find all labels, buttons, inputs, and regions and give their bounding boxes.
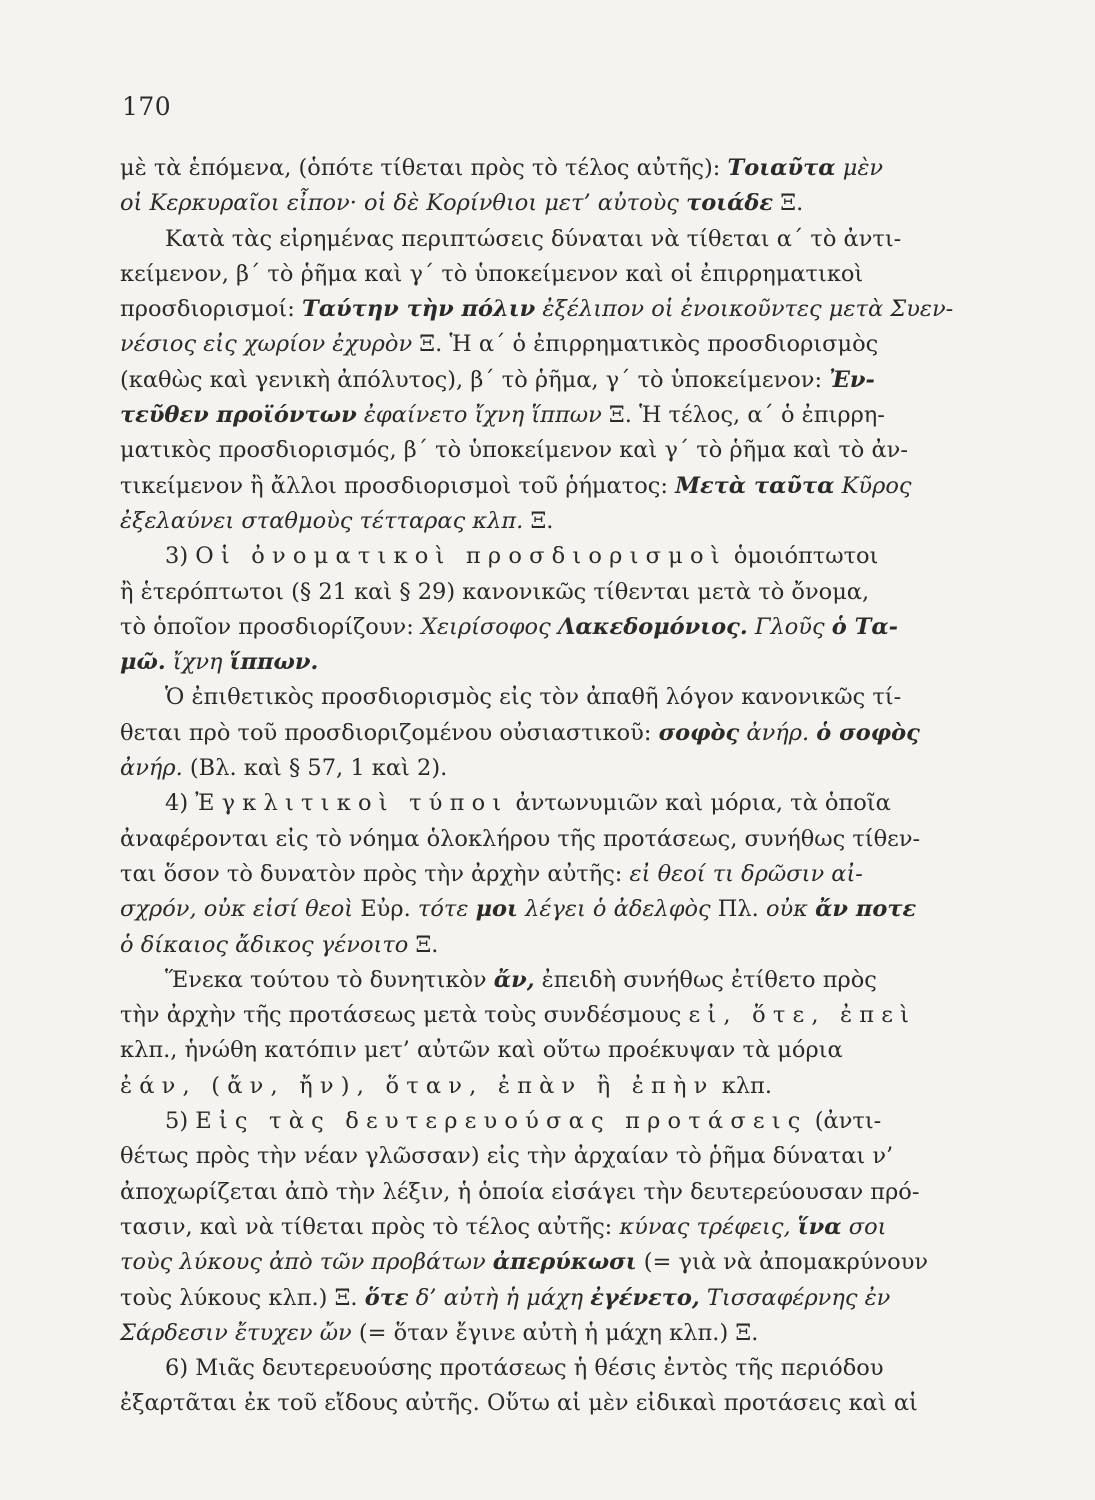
text-line [120, 469, 975, 504]
text-segment: ἄν ποτε [815, 896, 917, 923]
text-segment: σοφὸς [658, 719, 740, 746]
text-segment: ἀντωνυμιῶν καὶ μόρια, τὰ ὁποῖα [508, 790, 891, 817]
text-line [120, 610, 975, 645]
text-line [120, 1316, 975, 1351]
text-segment: τοιάδε [686, 190, 774, 217]
text-line [120, 1175, 975, 1210]
text-segment: οἱ Κερκυραῖοι εἶπον· οἱ δὲ Κορίνθιοι μετ’ αὐτοὺς [120, 190, 687, 217]
text-segment: (ἀντι- [807, 1108, 882, 1135]
text-segment: ἐάν, (ἄν, ἤν), ὅταν, ἐπὰν ἢ ἐπὴν [120, 1072, 715, 1099]
text-segment: ἀπερύκωσι [492, 1249, 637, 1276]
text-body [120, 151, 975, 1422]
text-line [120, 398, 975, 433]
text-segment: λέγει ὁ ἀδελφὸς [517, 896, 711, 923]
text-segment: Ἐν- [829, 366, 875, 393]
text-segment: κύνας τρέφεις, [619, 1213, 798, 1240]
text-segment: Ταύτην τὴν πόλιν [301, 296, 536, 323]
text-line [120, 1386, 975, 1421]
text-segment: προσδιορισμοί: [120, 296, 302, 323]
text-segment: ἐγένετο, [590, 1284, 700, 1311]
text-segment: 5) [120, 1108, 196, 1135]
text-segment: Ξ. [408, 931, 439, 958]
text-segment: ἐπειδὴ συνήθως ἐτίθετο πρὸς [534, 966, 877, 993]
text-line [120, 186, 975, 221]
text-segment: τοὺς λύκους ἀπὸ τῶν προβάτων [120, 1249, 493, 1276]
text-line [120, 998, 975, 1033]
text-segment: Ξ. Ἡ α΄ ὁ ἐπιρρηματικὸς προσδιορισμὸς [412, 331, 879, 358]
text-segment: Ξ. Ἡ τέλος, α΄ ὁ ἐπιρρη- [601, 402, 885, 429]
text-segment: ἐξέλιπον οἱ [535, 296, 681, 323]
text-line [120, 857, 975, 892]
text-line [120, 504, 975, 539]
text-line [120, 1245, 975, 1280]
text-segment: τὸ ὁποῖον προσδιορίζουν: [120, 613, 421, 640]
text-line [120, 1351, 975, 1386]
text-line [120, 716, 975, 751]
text-segment: ἀνήρ. [120, 755, 183, 782]
text-segment: ἐξελαύνει σταθμοὺς τέτταρας κλπ. [120, 507, 524, 534]
text-segment: Ξ. [523, 507, 554, 534]
text-segment: ἵππων. [229, 649, 319, 676]
text-line [120, 786, 975, 821]
text-segment: (= γιὰ νὰ ἀπομακρύνουν [636, 1249, 929, 1276]
text-segment: Ὁ ἐπιθετικὸς προσδιορισμὸς εἰς τὸν ἀπαθῆ λόγον κανονικῶς τί- [120, 684, 902, 711]
text-segment: κλπ. [714, 1072, 772, 1099]
text-segment: (καθὼς καὶ γενικὴ ἀπόλυτος), β΄ τὸ ῥῆμα, γ΄ τὸ ὑποκείμενον: [120, 366, 830, 393]
text-line [120, 363, 975, 398]
text-line [120, 222, 975, 257]
text-segment: Μετὰ ταῦτα [675, 472, 835, 499]
text-segment: μὲν [835, 155, 884, 181]
text-segment: ὁ Τα- [831, 613, 898, 640]
text-line [120, 1069, 975, 1104]
text-segment: ματικὸς προσδιορισμός, β΄ τὸ ὑποκείμενον καὶ γ΄ τὸ ῥῆμα καὶ τὸ ἀν- [120, 437, 908, 464]
text-segment: Κατὰ τὰς εἰρημένας περιπτώσεις δύναται νὰ τίθεται α΄ τὸ ἀντι- [120, 225, 902, 252]
text-segment: εἰ, ὅτε, ἐπεὶ [688, 1002, 917, 1029]
text-line [120, 1281, 975, 1316]
text-line [120, 433, 975, 468]
text-segment: Κῦρος [834, 472, 912, 499]
text-line [120, 680, 975, 715]
text-segment: Ξ. [773, 190, 804, 217]
text-segment: 4) [120, 790, 196, 817]
text-segment: 6) Μιᾶς δευτερευούσης προτάσεως ἡ θέσις ἐντὸς τῆς περιόδου [120, 1355, 884, 1382]
text-segment: ἀνήρ. [739, 719, 817, 746]
text-segment: εἰ θεοί τι δρῶσιν αἰ- [629, 860, 863, 887]
text-segment: τικείμενον ἢ ἄλλοι προσδιορισμοὶ τοῦ ῥήματος: [120, 472, 676, 499]
text-segment: θεται πρὸ τοῦ προσδιοριζομένου οὐσιαστικοῦ: [120, 719, 659, 746]
text-segment: ἐνοικοῦντες [680, 296, 822, 323]
text-line [120, 292, 975, 327]
text-segment: ὁμοιόπτωτοι [726, 543, 879, 570]
page-number: 170 [122, 92, 172, 121]
text-segment: (Βλ. καὶ § 57, 1 καὶ 2). [182, 755, 448, 782]
text-segment: κείμενον, β΄ τὸ ῥῆμα καὶ γ΄ τὸ ὑποκείμενον καὶ οἱ ἐπιρρηματικοὶ [120, 260, 864, 287]
text-segment: Τοιαῦτα [727, 155, 836, 181]
text-line [120, 1104, 975, 1139]
text-line [120, 928, 975, 963]
text-segment: ὅτε [364, 1284, 409, 1311]
text-segment: Ἐγκλιτικοὶ τύποι [195, 790, 509, 817]
text-segment: Χειρίσοφος [420, 613, 558, 640]
text-segment: ἵνα [797, 1213, 842, 1240]
text-line [120, 1139, 975, 1174]
text-segment: Γλοῦς [747, 613, 832, 640]
text-line [120, 151, 975, 186]
text-segment: Οἱ ὀνοματικοὶ προσδιορισμοὶ [195, 543, 727, 570]
text-segment: μετὰ Συεν- [821, 296, 954, 323]
text-segment: θέτως πρὸς τὴν νέαν γλῶσσαν) εἰς τὴν ἀρχαίαν τὸ ῥῆμα δύναται ν’ [120, 1143, 894, 1170]
text-segment: Λακεδομόνιος. [557, 613, 748, 640]
text-line [120, 645, 975, 680]
text-segment: Εὐρ. [353, 896, 418, 923]
text-segment: Εἰς τὰς δευτερευούσας προτάσεις [195, 1108, 808, 1135]
text-line [120, 575, 975, 610]
text-segment: μοι [475, 896, 518, 923]
text-segment: νέσιος εἰς χωρίον ἐχυρὸν [120, 331, 413, 358]
text-segment: 3) [120, 543, 196, 570]
text-segment: οὐκ [765, 896, 816, 923]
text-line [120, 327, 975, 362]
text-segment: Σάρδεσιν ἔτυχεν ὤν [120, 1319, 352, 1346]
text-segment: Πλ. [710, 896, 766, 923]
text-segment: ὁ σοφὸς [816, 719, 920, 746]
text-segment: μὲ τὰ ἑπόμενα, (ὁπότε τίθεται πρὸς τὸ τέλος αὐτῆς): [120, 155, 728, 181]
text-line [120, 257, 975, 292]
text-segment: Ἕνεκα τούτου τὸ δυνητικὸν [120, 966, 494, 993]
text-segment: τὴν ἀρχὴν τῆς προτάσεως μετὰ τοὺς συνδέσμους [120, 1002, 689, 1029]
text-segment: ἀναφέρονται εἰς τὸ νόημα ὁλοκλήρου τῆς προτάσεως, συνήθως τίθεν- [120, 825, 921, 852]
text-segment: τεῦθεν προϊόντων [120, 402, 357, 429]
text-segment: μῶ. [120, 649, 166, 676]
text-line [120, 539, 975, 574]
text-segment: κλπ., ἡνώθη κατόπιν μετ’ αὐτῶν καὶ οὕτω προέκυψαν τὰ μόρια [120, 1037, 843, 1064]
text-segment: (= ὅταν ἔγινε αὐτὴ ἡ μάχη κλπ.) Ξ. [351, 1319, 759, 1346]
text-segment: σχρόν, οὐκ εἰσί θεοὶ [120, 896, 354, 923]
text-line [120, 1033, 975, 1068]
text-segment: ἴχνη [165, 649, 230, 676]
text-line [120, 892, 975, 927]
text-segment: ὁ δίκαιος ἄδικος γένοιτο [120, 931, 409, 958]
text-segment: ται ὅσον τὸ δυνατὸν πρὸς τὴν ἀρχὴν αὐτῆς: [120, 860, 630, 887]
text-segment: ἢ ἑτερόπτωτοι (§ 21 καὶ § 29) κανονικῶς τίθενται μετὰ τὸ ὄνομα, [120, 578, 870, 605]
text-segment: τοὺς λύκους κλπ.) Ξ. [120, 1284, 365, 1311]
text-segment: ἀποχωρίζεται ἀπὸ τὴν λέξιν, ἡ ὁποία εἰσάγει τὴν δευτερεύουσαν πρό- [120, 1178, 920, 1205]
text-segment: δ’ αὐτὴ ἡ μάχη [408, 1284, 591, 1311]
text-line [120, 963, 975, 998]
text-segment: ἐξαρτᾶται ἐκ τοῦ εἴδους αὐτῆς. Οὕτω αἱ μὲν εἰδικαὶ προτάσεις καὶ αἱ [120, 1390, 918, 1417]
text-segment: Τισσαφέρνης ἐν [699, 1284, 891, 1311]
text-segment: τότε [417, 896, 476, 923]
text-line [120, 1210, 975, 1245]
text-segment: ἐφαίνετο ἴχνη ἵππων [356, 402, 602, 429]
text-segment: τασιν, καὶ νὰ τίθεται πρὸς τὸ τέλος αὐτῆς: [120, 1213, 620, 1240]
text-line [120, 822, 975, 857]
text-segment: σοι [841, 1213, 887, 1240]
text-segment: ἄν, [493, 966, 535, 993]
text-line [120, 751, 975, 786]
